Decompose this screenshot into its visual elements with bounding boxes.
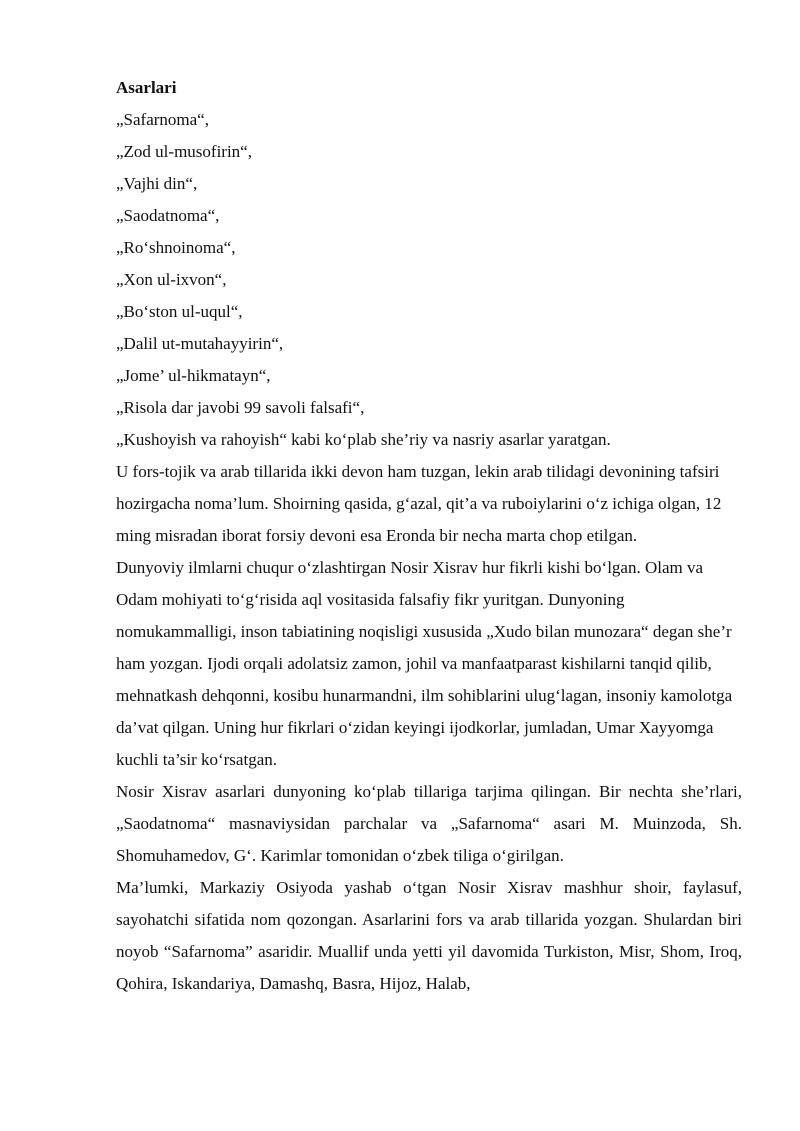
work-item: „Ro‘shnoinoma“, — [116, 238, 236, 257]
document-page — [116, 72, 742, 1000]
section-heading: Asarlari — [116, 78, 177, 97]
paragraph-worldview: Dunyoviy ilmlarni chuqur o‘zlashtirgan Nosir Xisrav hur fikrli kishi bo‘lgan. Olam va Odam mohiyati to‘g‘risida aql vositasida falsafiy fikr yuritgan. Dunyoning nomukammalligi, inson tabiatining noqisligi xususida „Xudo bilan munozara“ degan she’r ham yozgan. Ijodi orqali adolatsiz zamon, johil va manfaatparast kishilarni tanqid qilib, mehnatkash dehqonni, kosibu hunarmandni, ilm sohiblarini ulug‘lagan, insoniy kamolotga da’vat qilgan. Uning hur fikrlari o‘zidan keyingi ijodkorlar, jumladan, Umar Xayyomga kuchli ta’sir ko‘rsatgan. — [116, 558, 733, 769]
paragraph-translations: Nosir Xisrav asarlari dunyoning ko‘plab tillariga tarjima qilingan. Bir nechta she’rlari, „Saodatnoma“ masnaviysidan parchalar va „Safarnoma“ asari M. Muinzoda, Sh. Shomuhamedov, G‘. Karimlar tomonidan o‘zbek tiliga o‘girilgan. — [116, 782, 742, 865]
work-item: „Zod ul-musofirin“, — [116, 142, 252, 161]
work-item: „Risola dar javobi 99 savoli falsafi“, — [116, 398, 365, 417]
work-item: „Kushoyish va rahoyish“ kabi ko‘plab she’riy va nasriy asarlar yaratgan. — [116, 430, 611, 449]
work-item: „Bo‘ston ul-uqul“, — [116, 302, 243, 321]
paragraph-divans: U fors-tojik va arab tillarida ikki devon ham tuzgan, lekin arab tilidagi devonining tafsiri hozirgacha noma’lum. Shoirning qasida, g‘azal, qit’a va ruboiylarini o‘z ichiga olgan, 12 ming misradan iborat forsiy devoni esa Eronda bir necha marta chop etilgan. — [116, 462, 722, 545]
work-item: „Saodatnoma“, — [116, 206, 220, 225]
work-item: „Dalil ut-mutahayyirin“, — [116, 334, 284, 353]
work-item: „Jome’ ul-hikmatayn“, — [116, 366, 271, 385]
work-item: „Xon ul-ixvon“, — [116, 270, 227, 289]
work-item: „Safarnoma“, — [116, 110, 209, 129]
work-item: „Vajhi din“, — [116, 174, 198, 193]
paragraph-safarnoma: Ma’lumki, Markaziy Osiyoda yashab o‘tgan Nosir Xisrav mashhur shoir, faylasuf, sayohatchi sifatida nom qozongan. Asarlarini fors va arab tillarida yozgan. Shulardan biri noyob “Safarnoma” asaridir. Muallif unda yetti yil davomida Turkiston, Misr, Shom, Iroq, Qohira, Iskandariya, Damashq, Basra, Hijoz, Halab, — [116, 878, 742, 993]
works-list — [116, 104, 742, 456]
